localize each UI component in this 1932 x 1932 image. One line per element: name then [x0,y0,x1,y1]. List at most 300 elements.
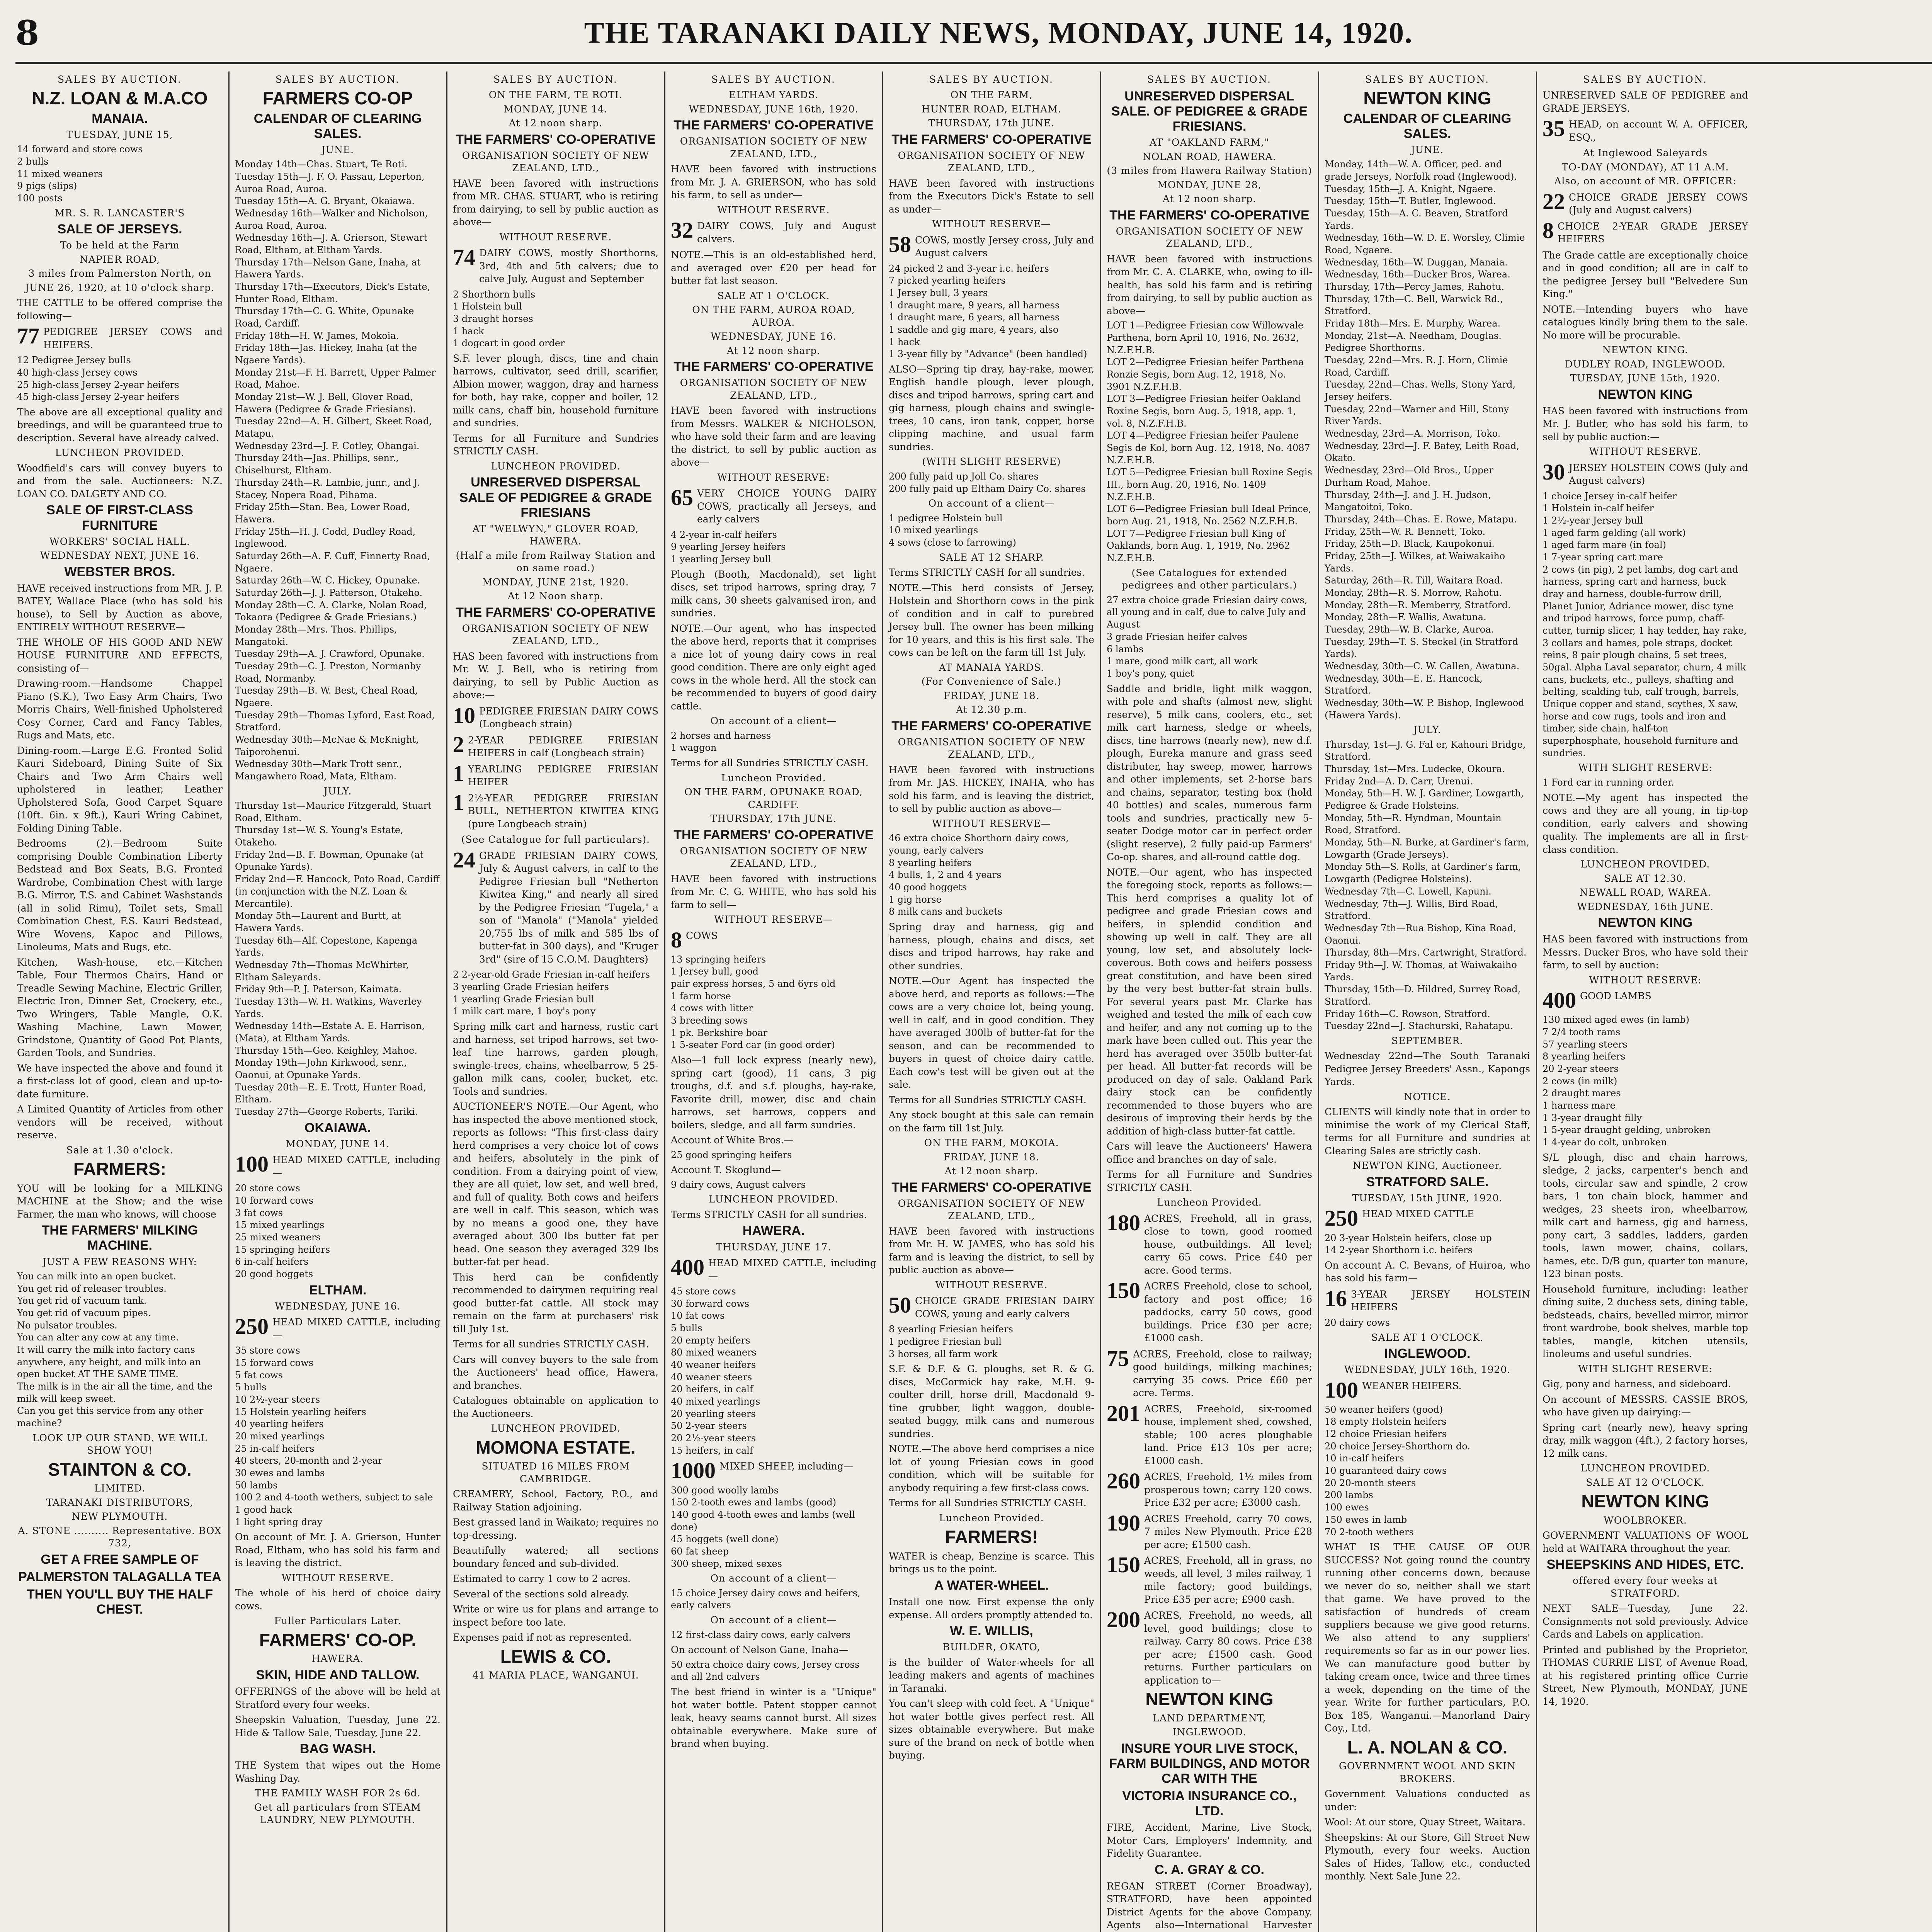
list-item: 30 forward cows [671,1298,750,1309]
list-item: Can you get this service from any other machine? [17,1405,204,1429]
list-item: 1 Ford car in running order. [1543,777,1674,788]
notice-line: WEDNESDAY, 16th JUNE. [1577,901,1714,912]
body-text: Sheepskin Valuation, Tuesday, June 22. Hide & Tallow Sale, Tuesday, June 22. [235,1714,440,1738]
notice-line: A. STONE .......... Representative. BOX 732, [18,1525,222,1549]
lot-description: ACRES, Freehold, six-roomed house, implement shed, cowshed, stable; 100 acres ploughable land. Price £13 10s per acre; £1000 cash. [1144,1403,1312,1466]
list-item: 300 sheep, mixed sexes [671,1558,782,1569]
subheading: THE FARMERS' CO-OPERATIVE [673,359,874,374]
list-item: LOT 2—Pedigree Friesian heifer Parthena Ronzie Segis, born Aug. 12, 1918, No. 3901 N.Z.F.H.B. [1107,357,1304,392]
body-text: THE WHOLE OF HIS GOOD AND NEW HOUSE FURNITURE AND EFFECTS, consisting of— [17,636,223,674]
item-list [1543,490,1748,760]
item-list [1325,1232,1530,1257]
list-item: Monday, 14th—W. A. Officer, ped. and grade Jerseys, Norfolk road (Inglewood). [1325,159,1517,182]
lot-description: 2-YEAR PEDIGREE FRIESIAN HEIFERS in calf (Longbeach strain) [468,734,658,759]
body-text: Expenses paid if not as represented. [453,1632,632,1643]
list-item: 14 2-year Shorthorn i.c. heifers [1325,1245,1473,1256]
list-item: pair express horses, 5 and 6yrs old [671,978,836,990]
list-item: 1 light spring dray [235,1516,323,1527]
list-item: Monday 28th—C. A. Clarke, Nolan Road, Tokaora (Pedigree & Grade Friesians.) [235,599,427,623]
notice-line: AT "OAKLAND FARM," [1150,137,1269,148]
notice-line: NEW PLYMOUTH. [71,1511,168,1522]
list-item: Friday, 25th—J. Wilkes, at Waiwakaiho Yards. [1325,550,1505,574]
lot-entry [1543,461,1748,487]
item-list [1325,739,1530,1032]
body-text: HAVE been favored with instructions from Mr. JAS. HICKEY, INAHA, who has sold his farm, and is leaving the district, to sell by public auction as above— [889,764,1094,815]
list-item: Wednesday, 16th—W. D. E. Worsley, Climie Road, Ngaere. [1325,232,1525,256]
list-item: Friday 18th—H. W. James, Mokoia. [235,330,399,341]
list-item: 200 fully paid up Joll Co. shares [889,471,1039,482]
section-header: SALES BY AUCTION. [929,74,1054,85]
list-item: 1 3-year filly by "Advance" (been handled) [889,349,1087,360]
list-item: 3 breeding sows [671,1015,748,1026]
lot-number: 250 [1325,1206,1358,1231]
notice-line: ORGANISATION SOCIETY OF NEW ZEALAND, LTD., [680,845,867,869]
advertiser-heading: FARMERS: [73,1159,167,1179]
list-item: 20 heifers, in calf [671,1384,753,1395]
body-text: Printed and published by the Proprietor, THOMAS CURRIE LIST, of Avenue Road, at his registered printing office Currie Street, New Plymouth, MONDAY, JUNE 14, 1920. [1543,1644,1748,1707]
body-text: AUCTIONEER'S NOTE.—Our Agent, who has inspected the above mentioned stock, reports as follows: "This first-class dairy herd comprises a very choice lot of cows and heifers, absolutely in the pink of condition. From a dairying point of view, they are all quiet, low set, and well bred, and full of quality. Both cows and heifers are well in calf. This season, which was by no means a good one, they have averaged about 300 lbs butter fat per head. One season they averaged 329 lbs butter-fat per head. [453,1101,658,1268]
list-item: 2 bulls [17,156,49,167]
list-item: 20 store cows [235,1183,300,1194]
list-item: You get rid of vacuum pipes. [17,1308,151,1319]
notice-line: ON THE FARM, OPUNAKE ROAD, CARDIFF. [684,786,863,810]
body-text: The above are all exceptional quality and breedings, and will be guaranteed true to description. Several have already calved. [17,406,223,444]
notice-line: WEDNESDAY, JUNE 16. [275,1300,401,1312]
list-item: LOT 5—Pedigree Friesian bull Roxine Segis III., born Aug. 20, 1916, No. 1409 N.Z.F.H.B. [1107,467,1312,502]
item-list [671,730,876,754]
list-item: Thursday, 8th—Mrs. Cartwright, Stratford. [1325,947,1527,958]
list-item: 1 saddle and gig mare, 4 years, also [889,324,1059,335]
notice-line: LUNCHEON PROVIDED. [55,447,185,459]
list-item: Wednesday, 30th—E. E. Hancock, Stratford. [1325,673,1483,696]
notice-line: offered every four weeks at STRATFORD. [1573,1575,1718,1599]
lot-number: 8 [1543,218,1554,243]
list-item: Monday, 28th—F. Wallis, Awatuna. [1325,612,1486,623]
list-item: 14 forward and store cows [17,144,143,155]
body-text: The whole of his herd of choice dairy cows. [235,1587,440,1612]
advertiser-heading: FARMERS' CO-OP. [259,1629,417,1650]
list-item: 1 pedigree Holstein bull [889,512,1003,524]
body-text: CLIENTS will kindly note that in order to minimise the work of my Clerical Staff, terms for all Furniture and sundries at Clearing Sales are strictly cash. [1325,1106,1530,1156]
list-item: Thursday 17th—C. G. White, Opunake Road, Cardiff. [235,306,414,329]
list-item: 1 yearling Grade Friesian bull [453,993,594,1005]
list-item: 1 Jersey bull, good [671,966,759,977]
notice-line: ORGANISATION SOCIETY OF NEW ZEALAND, LTD., [680,136,867,160]
list-item: Thursday 1st—W. S. Young's Estate, Otakeho. [235,825,403,848]
list-item: 1 aged farm mare (in foal) [1543,539,1666,551]
body-text: Saddle and bridle, light milk waggon, with pole and shafts (almost new, slight reserve), 5 milk cans, coolers, etc., set milk cart harness, sledge or wheels, discs, tine harrows (nearly new), new d.f. plough, Eureka manure and grass seed distributer, hay sweep, mower, harrows and other implements, set 2-horse bars and chains, separator, testing box (hold 40 bottles) and scales, numerous farm tools and sundries, practically new 5-seater Dodge motor car in perfect order (slight reserve), 2 fully paid-up Farmers' Co-op. shares, and all-round cattle dog. [1107,683,1312,863]
notice-line: NOTICE. [1404,1091,1451,1102]
notice-line: TUESDAY, 15th JUNE, 1920. [1352,1192,1503,1204]
body-text: Gig, pony and harness, and sideboard. [1543,1378,1731,1390]
list-item: 1 pedigree Friesian bull [889,1336,1002,1347]
advertiser-heading: STAINTON & CO. [48,1459,192,1480]
item-list [671,1286,876,1457]
body-text: The Grade cattle are exceptionally choice and in good condition; all are in calf to the pedigree Jersey bull "Belvedere Sun King." [1543,249,1748,299]
list-item: 50 weaner heifers (good) [1325,1404,1443,1415]
body-text: Household furniture, including: leather dining suite, 2 duchess sets, dining table, bedsteads, chairs, bevelled mirror, mirror front wardrobe, book shelves, marble top tables, mangle, kitchen utensils, linoleums and useful sundries. [1543,1283,1748,1360]
list-item: Friday 2nd—F. Hancock, Poto Road, Cardiff (in conjunction with the N.Z. Loan & Mercantile). [235,874,440,909]
lot-description: CHOICE GRADE JERSEY COWS (July and August calvers) [1569,191,1748,216]
list-item: LOT 3—Pedigree Friesian heifer Oakland Roxine Segis, born Aug. 5, 1918, app. 1, vol. 8, N.Z.F.H.B. [1107,393,1301,429]
notice-line: ORGANISATION SOCIETY OF NEW ZEALAND, LTD., [898,736,1085,760]
notice-line: WITH SLIGHT RESERVE: [1578,1363,1713,1374]
list-item: Monday, 5th—N. Burke, at Gardiner's farm, Lowgarth (Grade Jerseys). [1325,837,1529,860]
lot-description: ACRES, Freehold, 1½ miles from prosperous town; carry 120 cows. Price £32 per acre; £3000 cash. [1144,1471,1312,1509]
item-list [1325,1404,1530,1538]
list-item: 1 pk. Berkshire boar [671,1027,768,1038]
list-item: 1 harness mare [1543,1100,1616,1111]
list-item: Tuesday 29th—A. J. Crawford, Opunake. [235,648,425,660]
list-item: Tuesday 6th—Alf. Copestone, Kapenga Yards. [235,935,418,958]
body-text: NOTE.—Intending buyers who have catalogues kindly bring them to the sale. No more will be procurable. [1543,303,1748,341]
list-item: 1 Holstein in-calf heifer [1543,503,1654,514]
lot-entry [671,487,876,526]
body-text: Woodfield's cars will convey buyers to and from the sale. Auctioneers: N.Z. LOAN CO. DALGETY AND CO. [17,462,223,500]
list-item: Wednesday 30th—McNae & McKnight, Taiporohenui. [235,734,419,757]
lot-entry [453,247,658,286]
list-item: 40 steers, 20-month and 2-year [235,1455,383,1466]
lot-description: VERY CHOICE YOUNG DAIRY COWS, practically all Jerseys, and early calvers [697,488,876,525]
subheading: NEWTON KING [1598,915,1693,930]
list-item: Thursday 1st—Maurice Fitzgerald, Stuart Road, Eltham. [235,800,432,823]
list-item: 1 waggon [671,742,717,753]
list-item: 60 fat sheep [671,1546,729,1557]
subheading: W. E. WILLIS, [950,1624,1033,1638]
notice-line: ORGANISATION SOCIETY OF NEW ZEALAND, LTD., [462,622,650,647]
notice-line: NAPIER ROAD, [79,253,160,265]
notice-line: MONDAY, JUNE 14. [286,1138,390,1150]
list-item: Thursday, 17th—Percy James, Rahotu. [1325,281,1505,293]
lot-entry [1543,118,1748,144]
lot-entry [1543,191,1748,217]
subheading: THE FARMERS' CO-OPERATIVE [891,1180,1092,1195]
advertiser-heading: LEWIS & CO. [500,1646,611,1667]
subheading: THE FARMERS' CO-OPERATIVE [891,718,1092,733]
list-item: Friday 2nd—B. F. Bowman, Opunake (at Opunake Yards). [235,849,424,872]
subheading: SKIN, HIDE AND TALLOW. [256,1667,420,1682]
notice-line: SALE AT 1 O'CLOCK. [1371,1332,1484,1343]
advertiser-heading: L. A. NOLAN & CO. [1347,1737,1508,1757]
notice-line: TARANAKI DISTRIBUTORS, [46,1497,194,1508]
list-item: 7 2/4 tooth rams [1543,1026,1621,1037]
list-item: Thursday 17th—Nelson Gane, Inaha, at Hawera Yards. [235,257,421,280]
list-item: No pulsator troubles. [17,1320,117,1331]
body-text: Cars will convey buyers to the sale from the Auctioneers' head office, Hawera, and branches. [453,1354,658,1391]
notice-line: To be held at the Farm [60,240,180,251]
body-text: Any stock bought at this sale can remain on the farm till 1st July. [889,1109,1094,1134]
list-item: Thursday, 1st—J. G. Fal er, Kahouri Bridge, Stratford. [1325,739,1526,762]
list-item: 130 mixed aged ewes (in lamb) [1543,1014,1689,1026]
list-item: 10 fat cows [671,1310,725,1321]
section-header: SALES BY AUCTION. [275,74,400,85]
notice-line: WITH SLIGHT RESERVE: [1578,762,1713,774]
lot-description: GOOD LAMBS [1580,990,1651,1002]
list-item: 25 high-class Jersey 2-year heifers [17,379,179,390]
item-list [671,954,876,1051]
notice-line: (For Convenience of Sale.) [921,676,1062,687]
notice-line: Luncheon Provided. [939,1512,1044,1524]
list-item: 10 in-calf heifers [1325,1453,1404,1464]
list-item: 1 7-year spring cart mare [1543,551,1663,563]
lot-description: JERSEY HOLSTEIN COWS (July and August calvers) [1569,462,1748,486]
list-item: Wednesday, 30th—W. P. Bishop, Inglewood (Hawera Yards). [1325,697,1524,721]
list-item: Thursday 24th—R. Lambie, junr., and J. Stacey, Nopera Road, Pihama. [235,477,420,500]
list-item: 1 Holstein bull [453,301,522,312]
list-item: Saturday 26th—W. C. Hickey, Opunake. [235,575,420,586]
body-text: NOTE.—My agent has inspected the cows and they are all young, in tip-top condition, early calvers and showing quality. The implements are all in first-class condition. [1543,792,1748,855]
list-item: Tuesday 13th—W. H. Watkins, Waverley Yards. [235,996,422,1019]
subheading: THE FARMERS' CO-OPERATIVE [673,827,874,842]
list-item: 1 4-year do colt, unbroken [1543,1136,1667,1148]
notice-line: Fuller Particulars Later. [274,1615,401,1627]
lot-number: 35 [1543,116,1565,141]
item-list [17,354,223,403]
lot-description: HEAD MIXED CATTLE, including— [272,1154,440,1179]
list-item: 40 good hoggets [889,882,967,893]
notice-line: WITHOUT RESERVE. [935,1279,1048,1291]
body-text: Sheepskins: At our Store, Gill Street New Plymouth, every four weeks. Auction Sales of Hides, Tallow, etc., conducted monthly. Next Sale June 22. [1325,1832,1530,1882]
body-text: HAS been favored with instructions from Mr. W. J. Bell, who is retiring from dairying, to sell by Public Auction as above:— [453,650,658,701]
body-text: Terms for all Sundries STRICTLY CASH. [889,1497,1087,1509]
list-item: 7 picked yearling heifers [889,275,1006,286]
notice-line: NOLAN ROAD, HAWERA. [1143,151,1276,162]
lot-description: ACRES Freehold, carry 70 cows, 7 miles New Plymouth. Price £28 per acre; £1500 cash. [1144,1513,1312,1550]
list-item: Wednesday 7th—Rua Bishop, Kina Road, Oaonui. [1325,922,1516,946]
list-item: 10 mixed yearlings [889,525,978,536]
list-item: 8 yearling Friesian heifers [889,1324,1013,1335]
notice-line: LUNCHEON PROVIDED. [709,1194,838,1205]
notice-line: At 12 noon sharp. [1162,193,1257,205]
list-item: 20 3-year Holstein heifers, close up [1325,1232,1492,1243]
list-item: 40 yearling heifers [235,1418,324,1430]
list-item: 57 yearling steers [1543,1039,1628,1050]
list-item: Wednesday 16th—J. A. Grierson, Stewart Road, Eltham, at Eltham Yards. [235,232,428,256]
list-item: Wednesday, 23rd—A. Morrison, Toko. [1325,428,1501,439]
lot-number: 65 [671,485,693,510]
list-item: Friday 2nd—A. D. Carr, Urenui. [1325,776,1473,787]
notice-line: LUNCHEON PROVIDED. [491,1423,621,1434]
body-text: HAVE been favored with instructions from Mr. C. G. WHITE, who has sold his farm to sell— [671,873,876,910]
lot-description: HEAD MIXED CATTLE [1362,1208,1475,1220]
list-item: 3 draught horses [453,313,533,324]
lot-description: PEDIGREE FRIESIAN DAIRY COWS (Longbeach strain) [479,705,658,730]
notice-line: Get all particulars from STEAM LAUNDRY, NEW PLYMOUTH. [254,1801,421,1826]
notice-line: NEWTON KING, Auctioneer. [1352,1160,1502,1172]
body-text: Dining-room.—Large E.G. Fronted Solid Kauri Sideboard, Dining Suite of Six Chairs and Two Arm Chairs well upholstered in leather, Leather Upholstered Sofa, Good Carpet Square (10ft. 6in. x 9ft.), Kauri Wring Cabinet, Folding Dining Table. [17,745,223,834]
list-item: Monday 5th—S. Rolls, at Gardiner's farm, Lowgarth (Pedigree Holsteins). [1325,861,1521,885]
list-item: 1 2½-year Jersey bull [1543,515,1643,526]
notice-line: (3 miles from Hawera Railway Station) [1107,165,1312,177]
list-item: Thursday, 24th—J. and J. H. Judson, Mangatoitoi, Toko. [1325,489,1491,513]
body-text: On account of MESSRS. CASSIE BROS, who have given up dairying:— [1543,1393,1748,1418]
lot-entry [889,231,1094,260]
notice-line: THE FAMILY WASH FOR 2s 6d. [255,1787,421,1799]
list-item: Monday 21st—F. H. Barrett, Upper Palmer Road, Mahoe. [235,367,436,390]
notice-line: Sale at 1.30 o'clock. [66,1144,173,1156]
list-item: 20 good hoggets [235,1268,313,1279]
body-text: NOTE.—Our Agent has inspected the above herd, and reports as follows:—The cows are a very choice lot, being young, well in calf, and in good condition. They have averaged 300lb of butter-fat for the season, and can be recommended to buyers in quest of choice dairy cattle. Each cow's test will be given out at the sale. [889,975,1094,1090]
body-text: Beautifully watered; all sections boundary fenced and sub-divided. [453,1545,658,1569]
list-item: 3 yearling Grade Friesian heifers [453,981,609,992]
list-item: Saturday 26th—J. J. Patterson, Otakeho. [235,587,423,598]
notice-line: ON THE FARM, [950,89,1033,100]
list-item: Wednesday, 30th—C. W. Callen, Awatuna. [1325,660,1520,672]
notice-line: HUNTER ROAD, ELTHAM. [922,103,1061,115]
notice-line: MONDAY, JUNE 28, [1157,179,1262,190]
body-text: Terms for all Sundries STRICTLY CASH. [889,1094,1087,1105]
column-2 [230,71,446,1932]
notice-line: ORGANISATION SOCIETY OF NEW ZEALAND, LTD., [680,377,867,401]
list-item: 15 heifers, in calf [671,1445,753,1456]
lot-entry [235,1153,440,1179]
lot-description: DAIRY COWS, mostly Shorthorns, 3rd, 4th and 5th calvers; due to calve July, August and September [479,247,658,285]
list-item: 1 yearling Jersey bull [671,554,771,565]
list-item: Thursday, 24th—Chas. E. Rowe, Matapu. [1325,514,1517,525]
body-text: S.F. & D.F. & G. ploughs, set R. & G. discs, McCormick hay rake, M.H. 9-coulter drill, horse drill, Macdonald 9-tine grubber, light waggon, double-seated buggy, milk cans and numerous sundries. [889,1363,1094,1439]
notice-line: JUNE. [321,144,354,155]
notice-line: TUESDAY, JUNE 15th, 1920. [1570,372,1721,384]
lot-description: COWS, mostly Jersey cross, July and August calvers [915,234,1094,259]
list-item: Friday 16th—C. Rowson, Stratford. [1325,1008,1490,1019]
lot-description: HEAD MIXED CATTLE, including— [708,1257,876,1282]
lot-entry [1325,1379,1530,1401]
list-item: Saturday, 26th—R. Till, Waitara Road. [1325,575,1503,586]
subheading: UNRESERVED DISPERSAL SALE OF PEDIGREE & GRADE FRIESIANS [459,475,652,520]
lot-number: 74 [453,245,475,270]
column-8 [1537,71,1753,1932]
notice-line: TO-DAY (MONDAY), AT 11 A.M. [1561,161,1729,173]
notice-line: ORGANISATION SOCIETY OF NEW ZEALAND, LTD., [462,150,650,174]
lot-number: 50 [889,1293,911,1318]
subheading: MANAIA. [92,111,148,126]
list-item: Thursday 24th—Jas. Phillips, senr., Chiselhurst, Eltham. [235,452,399,476]
body-text: HAVE been favored with instructions from Mr. H. W. JAMES, who has sold his farm and is leaving the district, to sell by public auction as above— [889,1225,1094,1276]
notice-line: THURSDAY, 17th JUNE. [928,117,1055,129]
list-item: 50 extra choice dairy cows, Jersey cross and all 2nd calvers [671,1659,860,1682]
notice-line: TUESDAY, JUNE 15, [66,129,173,140]
list-item: Saturday 26th—A. F. Cuff, Finnerty Road, Ngaere. [235,550,430,574]
item-list [453,289,658,350]
list-item: 15 forward cows [235,1357,314,1368]
lot-entry [671,1460,876,1481]
notice-line: WEDNESDAY NEXT, JUNE 16. [40,550,200,561]
body-text: Wool: At our store, Quay Street, Waitara. [1325,1816,1526,1828]
body-text: Estimated to carry 1 cow to 2 acres. [453,1573,631,1585]
lot-number: 1 [453,760,464,786]
notice-line: GOVERNMENT WOOL AND SKIN BROKERS. [1338,1760,1516,1784]
list-item: Wednesday, 23rd—J. F. Batey, Leith Road, Okato. [1325,440,1519,464]
notice-line: MONDAY, JUNE 21st, 1920. [482,576,629,588]
list-item: 1 milk cart mare, 1 boy's pony [453,1006,596,1017]
list-item: 12 Pedigree Jersey bulls [17,355,131,366]
list-item: 1 boy's pony, quiet [1107,668,1194,679]
list-item: You get rid of releaser troubles. [17,1283,167,1294]
subheading: THE FARMERS' CO-OPERATIVE [673,118,874,133]
subheading: INGLEWOOD. [1384,1346,1471,1361]
list-item: Monday 21st—W. J. Bell, Glover Road, Hawera (Pedigree & Grade Friesians). [235,391,416,415]
notice-line: JULY. [323,785,352,797]
notice-line: ON THE FARM, MOKOIA. [924,1137,1059,1149]
column-6 [1101,71,1318,1932]
list-item: Monday 14th—Chas. Stuart, Te Roti. [235,159,408,170]
subheading: OKAIAWA. [304,1120,371,1135]
list-item: 200 fully paid up Eltham Dairy Co. shares [889,483,1086,494]
notice-line: Also, on account of MR. OFFICER: [1554,175,1736,187]
body-text: THE System that wipes out the Home Washing Day. [235,1760,440,1784]
notice-line: NEWTON KING. [1602,344,1689,355]
notice-line: LUNCHEON PROVIDED. [491,460,621,472]
lot-entry [1107,1609,1312,1687]
list-item: 1 draught mare, 9 years, all harness [889,299,1060,311]
list-item: Friday, 25th—W. R. Bennett, Toko. [1325,526,1486,537]
body-text: Catalogues obtainable on application to the Auctioneers. [453,1395,658,1419]
list-item: Tuesday, 22nd—Mrs. R. J. Horn, Climie Road, Cardiff. [1325,355,1508,378]
lot-number: 260 [1107,1468,1140,1494]
subheading: THE FARMERS' MILKING MACHINE. [41,1223,198,1253]
body-text: HAVE been favored with instructions from Messrs. WALKER & NICHOLSON, who have sold their farm and are leaving the district, to sell by public auction as above— [671,405,876,468]
body-text: Cars will leave the Auctioneers' Hawera office and branches on day of sale. [1107,1141,1312,1165]
notice-line: WITHOUT RESERVE. [499,231,612,243]
lot-description: CHOICE GRADE FRIESIAN DAIRY COWS, young and early calvers [915,1295,1094,1320]
list-item: Monday, 28th—R. Memberry, Stratford. [1325,599,1511,611]
list-item: 13 springing heifers [671,954,766,965]
body-text: Kitchen, Wash-house, etc.—Kitchen Table, Four Thermos Chairs, Hand or Treadle Sewing Machine, Electric Griller, Electric Iron, Dinner Set, Crockery, etc., Two Wringers, Table Mangle, O.K. Washing Machine, Lawn Mower, Grindstone, Quantity of Good Pot Plants, Garden Tools, and Sundries. [17,956,223,1059]
list-item: 3 fat cows [235,1207,283,1218]
body-text: You can't sleep with cold feet. A "Unique" hot water bottle gives perfect rest. All sizes obtainable everywhere. But make sure of the brand on neck of bottle when buying. [889,1698,1094,1761]
list-item: 46 extra choice Shorthorn dairy cows, young, early calvers [889,833,1069,856]
lot-entry [453,849,658,966]
notice-line: LUNCHEON PROVIDED. [1580,859,1710,870]
list-item: 2 Shorthorn bulls [453,289,536,300]
body-text: Spring cart (nearly new), heavy spring dray, milk waggon (4ft.), 2 factory horses, 12 milk cans. [1543,1422,1748,1459]
page-number: 8 [15,13,40,53]
subheading: THEN YOU'LL BUY THE HALF CHEST. [26,1587,213,1617]
notice-line: Luncheon Provided. [721,772,826,784]
lot-entry [17,325,223,351]
list-item: 9 pigs (slips) [17,180,77,192]
list-item: 1 hack [453,325,484,337]
body-text: On account of Mr. J. A. Grierson, Hunter Road, Eltham, who has sold his farm and is leaving the district. [235,1531,440,1569]
lot-number: 1 [453,789,464,815]
notice-line: (See Catalogue for full particulars). [461,834,650,845]
body-text: Drawing-room.—Handsome Chappel Piano (S.K.), Two Easy Arm Chairs, Two Morris Chairs, Well-finished Upholstered Cosy Corner, Card and Fancy Tables, Rugs and Mats, etc. [17,678,223,741]
list-item: Wednesday 7th—C. Lowell, Kapuni. [1325,886,1492,897]
lot-number: 250 [235,1314,269,1339]
list-item: Tuesday, 29th—W. B. Clarke, Auroa. [1325,624,1494,635]
subheading: THE FARMERS' CO-OPERATIVE [456,132,656,147]
item-list [889,832,1094,918]
notice-line: SALE AT 12.30. [1604,872,1687,884]
subheading: VICTORIA INSURANCE CO., LTD. [1122,1788,1297,1819]
notice-line: BUILDER, OKATO, [942,1641,1041,1653]
body-text: NEXT SALE—Tuesday, June 22. Consignments not sold previously. Advice Cards and Labels on application. [1543,1603,1748,1640]
item-list [1325,158,1530,721]
notice-line: SEPTEMBER. [1391,1035,1464,1046]
list-item: 2 2-year-old Grade Friesian in-calf heifers [453,969,650,980]
body-text: The best friend in winter is a "Unique" hot water bottle. Patent stopper cannot leak, heavy seams cannot burst. All sizes obtainable everywhere. Make sure of brand when buying. [671,1686,876,1750]
lot-number: 100 [235,1151,269,1177]
list-item: Friday 9th—P. J. Paterson, Kaimata. [235,984,402,995]
notice-line: ON THE FARM, AUROA ROAD, AUROA. [692,304,855,328]
notice-line: ELTHAM YARDS. [729,89,818,100]
list-item: 2 cows (in milk) [1543,1075,1617,1087]
notice-line: HAWERA. [311,1653,364,1665]
list-item: 1 Jersey bull, 3 years [889,287,988,298]
subheading: SALE OF FIRST-CLASS FURNITURE [46,503,193,533]
lot-entry [1325,1288,1530,1314]
lot-entry [1543,990,1748,1011]
